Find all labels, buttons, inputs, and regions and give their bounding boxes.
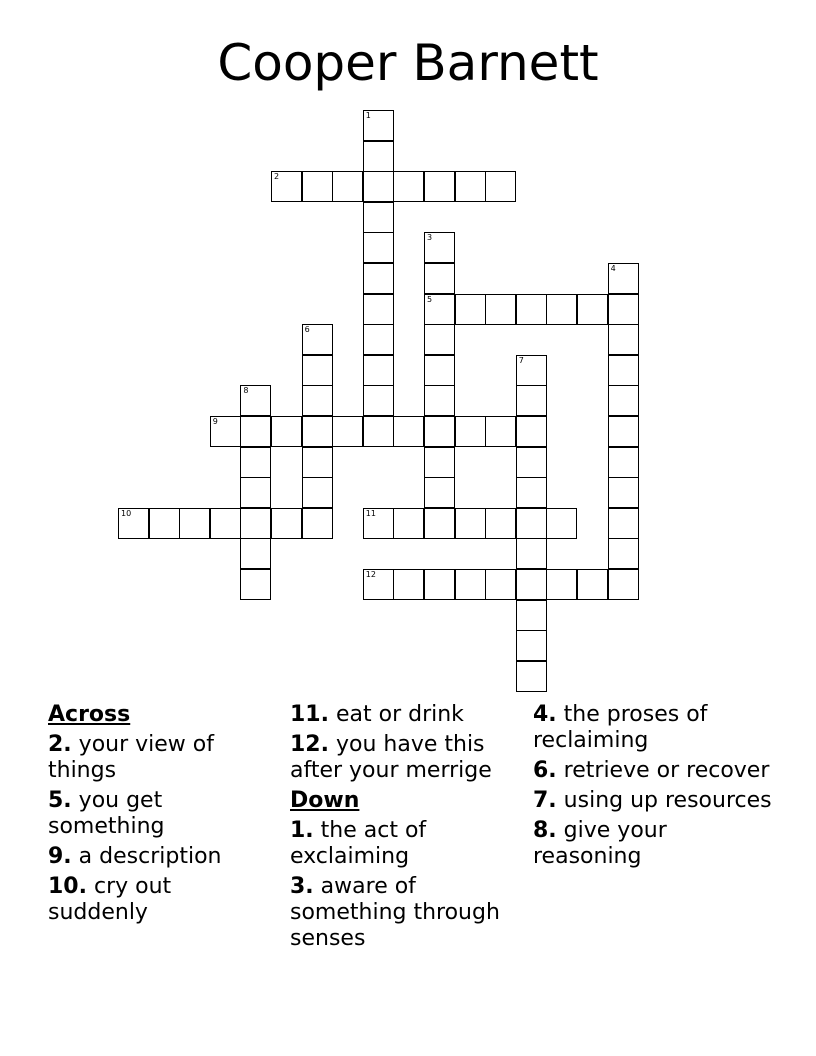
grid-cell[interactable] (455, 508, 486, 539)
grid-cell[interactable] (363, 569, 394, 600)
clue-column-3 (533, 702, 773, 874)
grid-cell[interactable] (424, 232, 455, 263)
grid-cell[interactable] (302, 447, 333, 478)
grid-cell[interactable] (302, 324, 333, 355)
grid-cell[interactable] (516, 355, 547, 386)
clue-across-11 (290, 702, 522, 728)
grid-cell[interactable] (424, 416, 455, 447)
grid-cell[interactable] (485, 569, 516, 600)
clue-number: 9. (48, 844, 72, 869)
grid-cell[interactable] (332, 171, 363, 202)
grid-cell[interactable] (393, 569, 424, 600)
grid-cell[interactable] (516, 447, 547, 478)
grid-cell[interactable] (455, 294, 486, 325)
clue-text: a description (78, 844, 222, 869)
clue-text: using up resources (563, 788, 772, 813)
grid-cell[interactable] (608, 447, 639, 478)
grid-cell[interactable] (424, 324, 455, 355)
clue-number: 6. (533, 758, 557, 783)
grid-cell[interactable] (363, 324, 394, 355)
grid-cell[interactable] (393, 171, 424, 202)
clue-across-2 (48, 732, 278, 784)
grid-cell[interactable] (332, 416, 363, 447)
grid-cell[interactable] (516, 600, 547, 631)
grid-cell[interactable] (149, 508, 180, 539)
clue-text: you get something (48, 788, 165, 839)
grid-cell[interactable] (546, 294, 577, 325)
grid-cell[interactable] (516, 385, 547, 416)
clue-down-4 (533, 702, 773, 754)
grid-cell[interactable] (608, 385, 639, 416)
grid-cell[interactable] (240, 569, 271, 600)
grid-cell[interactable] (608, 477, 639, 508)
grid-cell[interactable] (302, 355, 333, 386)
grid-cell[interactable] (240, 447, 271, 478)
grid-cell[interactable] (363, 294, 394, 325)
grid-cell[interactable] (363, 202, 394, 233)
clue-number: 3. (290, 874, 314, 899)
grid-cell[interactable] (455, 416, 486, 447)
clue-across-5 (48, 788, 278, 840)
grid-cell[interactable] (240, 416, 271, 447)
cell-number: 10 (121, 508, 132, 518)
grid-cell[interactable] (424, 447, 455, 478)
grid-cell[interactable] (577, 294, 608, 325)
cell-number: 7 (518, 355, 524, 365)
cell-number: 6 (304, 325, 310, 335)
grid-cell[interactable] (608, 538, 639, 569)
grid-cell[interactable] (424, 508, 455, 539)
clue-text: aware of something through senses (290, 874, 500, 951)
puzzle-title: Cooper Barnett (217, 34, 599, 92)
clue-column-2 (290, 702, 522, 956)
grid-cell[interactable] (577, 569, 608, 600)
clue-down-1 (290, 818, 522, 870)
grid-cell[interactable] (363, 232, 394, 263)
clue-across-10 (48, 874, 278, 926)
clue-text: retrieve or recover (563, 758, 770, 783)
grid-cell[interactable] (516, 477, 547, 508)
clue-text: the proses of reclaiming (533, 702, 708, 753)
grid-cell[interactable] (516, 508, 547, 539)
cell-number: 1 (365, 111, 371, 120)
grid-cell[interactable] (424, 355, 455, 386)
clue-across-12 (290, 732, 522, 784)
grid-cell[interactable] (118, 508, 149, 539)
grid-cell[interactable] (393, 416, 424, 447)
grid-cell[interactable] (485, 416, 516, 447)
grid-cell[interactable] (363, 355, 394, 386)
clue-number: 2. (48, 732, 72, 757)
grid-cell[interactable] (485, 508, 516, 539)
grid-cell[interactable] (363, 508, 394, 539)
clue-number: 11. (290, 702, 329, 727)
clue-down-7 (533, 788, 773, 814)
grid-cell[interactable] (302, 385, 333, 416)
grid-cell[interactable] (608, 569, 639, 600)
grid-cell[interactable] (608, 263, 639, 294)
grid-cell[interactable] (516, 294, 547, 325)
grid-cell[interactable] (424, 294, 455, 325)
cell-number: 12 (365, 570, 376, 579)
grid-cell[interactable] (302, 416, 333, 447)
grid-cell[interactable] (424, 171, 455, 202)
across-heading: Across (48, 702, 131, 727)
grid-cell[interactable] (271, 416, 302, 447)
grid-cell[interactable] (363, 263, 394, 294)
clue-text: the act of exclaiming (290, 818, 427, 869)
grid-cell[interactable] (424, 263, 455, 294)
grid-cell[interactable] (302, 171, 333, 202)
grid-cell[interactable] (240, 385, 271, 416)
clue-text: eat or drink (335, 702, 464, 727)
grid-cell[interactable] (240, 508, 271, 539)
clue-column-1 (48, 702, 278, 930)
grid-cell[interactable] (516, 538, 547, 569)
grid-cell[interactable] (455, 171, 486, 202)
clue-number: 1. (290, 818, 314, 843)
clue-down-6 (533, 758, 773, 784)
grid-cell[interactable] (363, 110, 394, 141)
grid-cell[interactable] (516, 416, 547, 447)
grid-cell[interactable] (210, 508, 241, 539)
cell-number: 11 (365, 508, 376, 518)
grid-cell[interactable] (455, 569, 486, 600)
grid-cell[interactable] (516, 569, 547, 600)
cell-number: 3 (427, 233, 433, 243)
grid-cell[interactable] (608, 294, 639, 325)
clue-number: 8. (533, 818, 557, 843)
clue-number: 10. (48, 874, 87, 899)
clue-text: give your reasoning (533, 818, 667, 869)
grid-cell[interactable] (302, 477, 333, 508)
grid-cell[interactable] (393, 508, 424, 539)
cell-number: 2 (274, 172, 280, 182)
grid-cell[interactable] (546, 508, 577, 539)
grid-cell[interactable] (516, 661, 547, 692)
grid-cell[interactable] (179, 508, 210, 539)
cell-number: 5 (427, 294, 433, 304)
grid-cell[interactable] (271, 171, 302, 202)
clue-text: you have this after your merrige (290, 732, 492, 783)
grid-cell[interactable] (546, 569, 577, 600)
grid-cell[interactable] (363, 416, 394, 447)
grid-cell[interactable] (210, 416, 241, 447)
grid-cell[interactable] (240, 477, 271, 508)
grid-cell[interactable] (363, 141, 394, 172)
grid-cell[interactable] (302, 508, 333, 539)
clue-number: 12. (290, 732, 329, 757)
grid-cell[interactable] (608, 508, 639, 539)
grid-cell[interactable] (608, 324, 639, 355)
grid-cell[interactable] (363, 171, 394, 202)
grid-cell[interactable] (485, 294, 516, 325)
clue-number: 5. (48, 788, 72, 813)
grid-cell[interactable] (516, 630, 547, 661)
clue-number: 7. (533, 788, 557, 813)
grid-cell[interactable] (485, 171, 516, 202)
cell-number: 9 (212, 417, 218, 426)
clue-text: cry out suddenly (48, 874, 172, 925)
cell-number: 4 (610, 264, 616, 273)
grid-cell[interactable] (424, 385, 455, 416)
clue-down-3 (290, 874, 522, 952)
grid-cell[interactable] (271, 508, 302, 539)
clue-number: 4. (533, 702, 557, 727)
down-heading: Down (290, 788, 360, 813)
grid-cell[interactable] (608, 416, 639, 447)
grid-cell[interactable] (240, 538, 271, 569)
clue-down-8 (533, 818, 773, 870)
clue-across-9 (48, 844, 278, 870)
grid-cell[interactable] (608, 355, 639, 386)
grid-cell[interactable] (424, 477, 455, 508)
grid-cell[interactable] (363, 385, 394, 416)
cell-number: 8 (243, 386, 249, 396)
clue-text: your view of things (48, 732, 214, 783)
grid-cell[interactable] (424, 569, 455, 600)
